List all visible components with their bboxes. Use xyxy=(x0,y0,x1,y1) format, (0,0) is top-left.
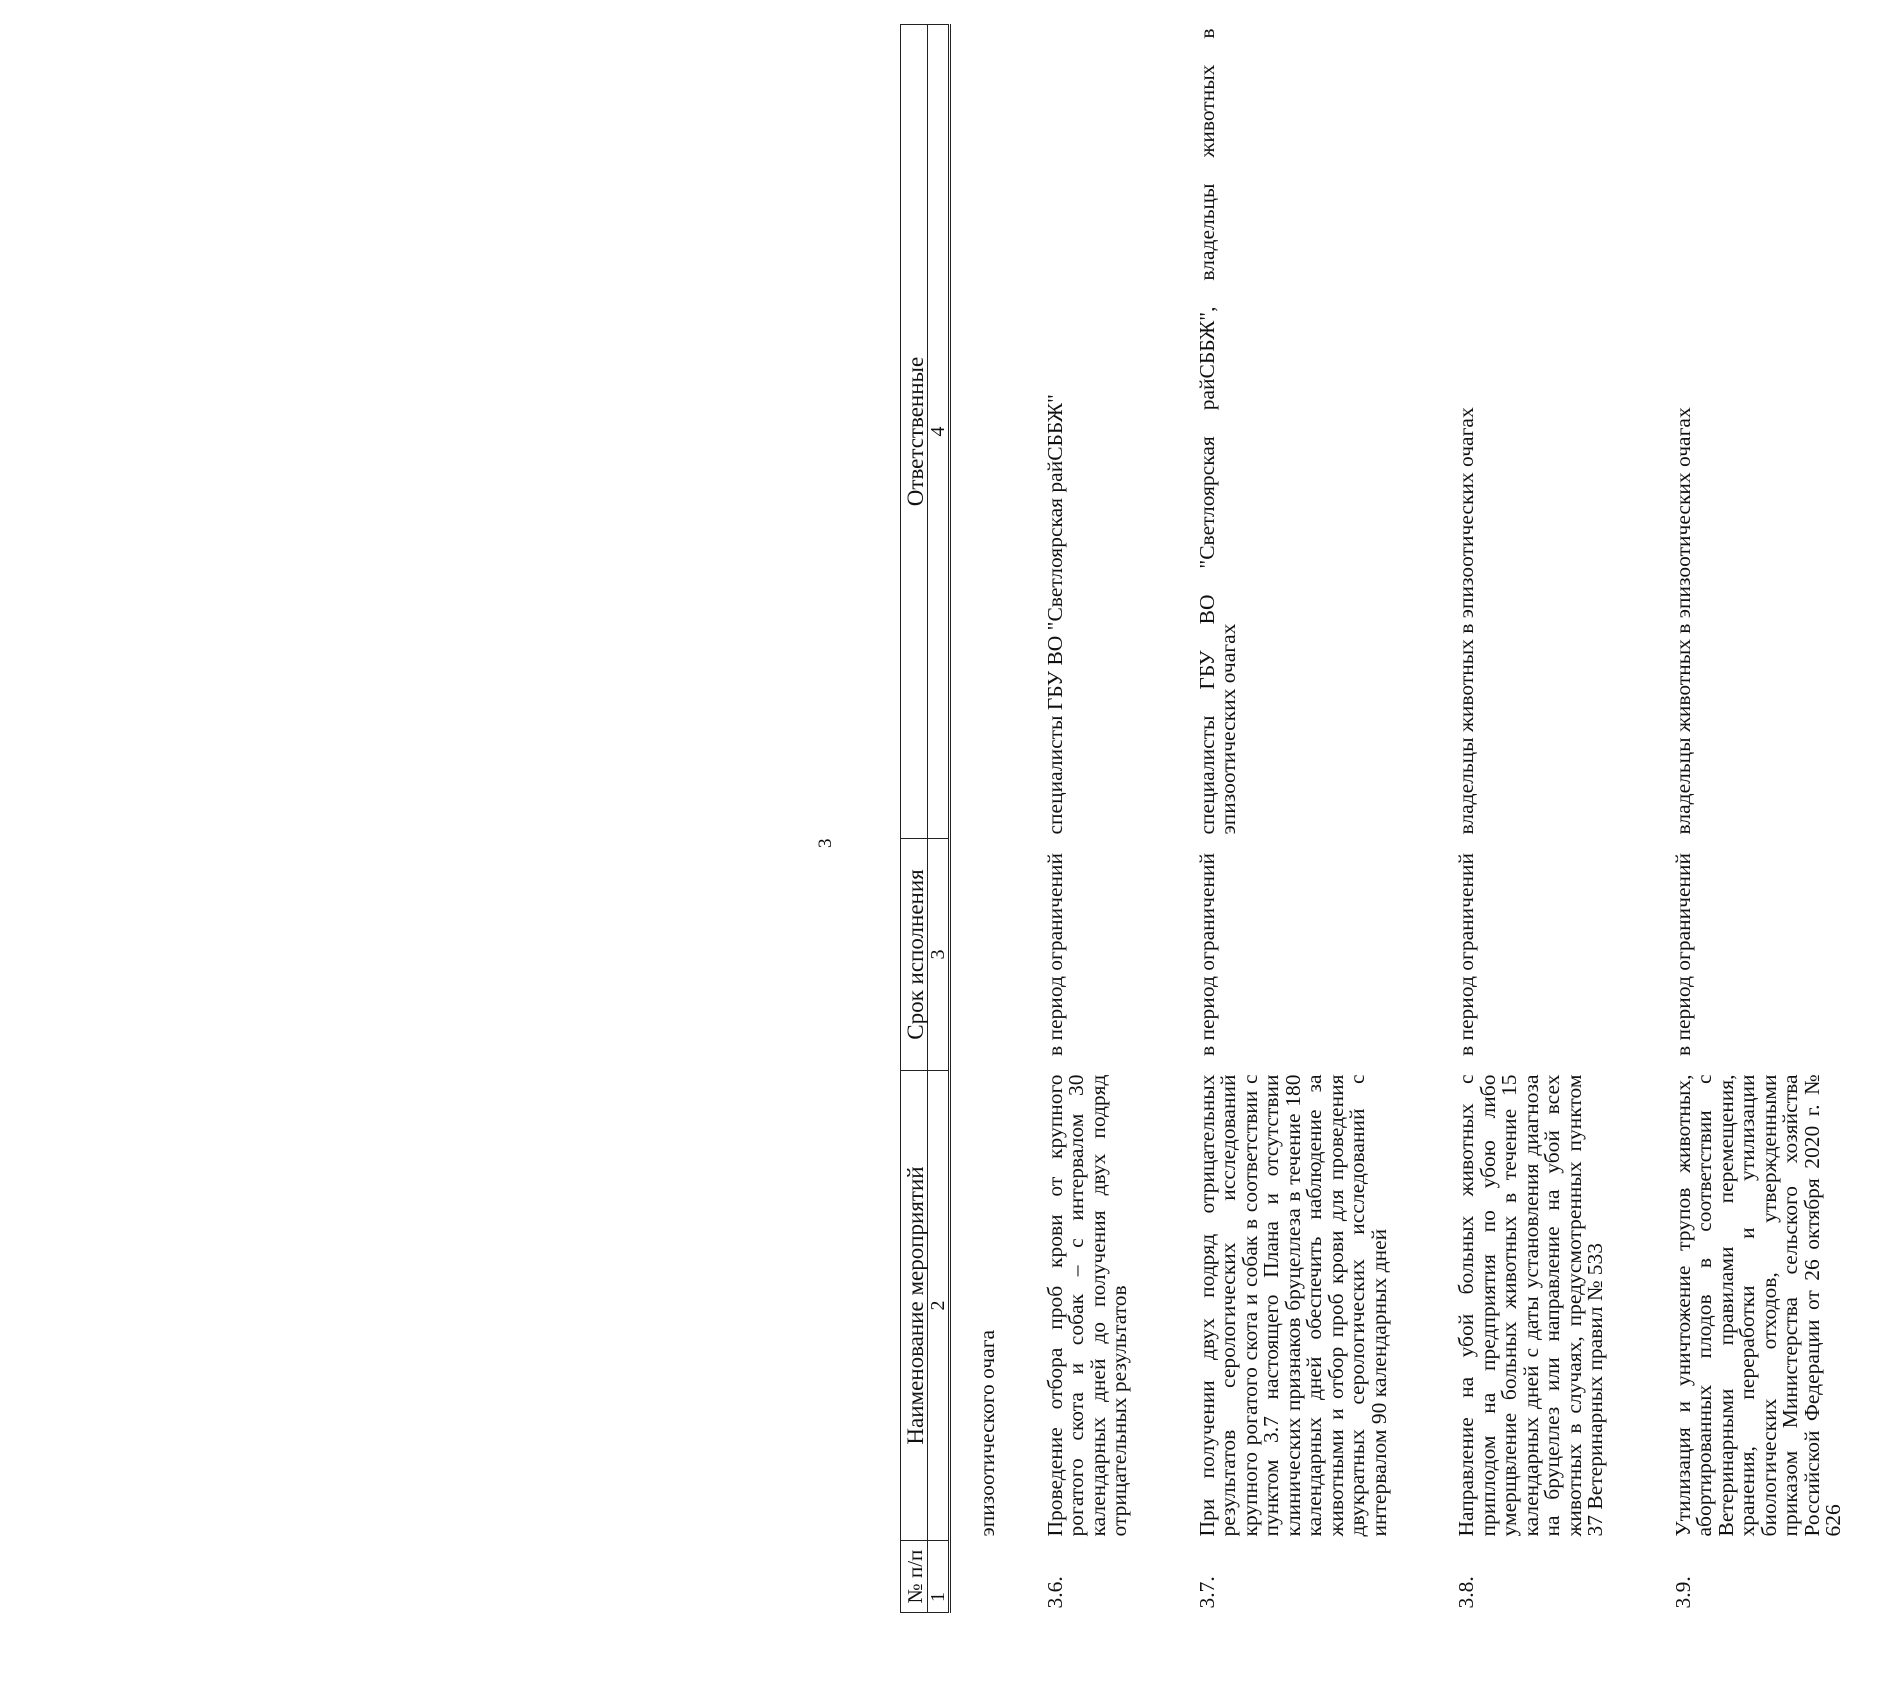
row-number: 3.6. xyxy=(1042,1576,1067,1609)
column-number: 3 xyxy=(928,839,950,1071)
row-number: 3.7. xyxy=(1194,1576,1219,1609)
column-number: 2 xyxy=(928,1071,950,1541)
row-responsible: владельцы животных в эпизоотических очагах xyxy=(1670,407,1695,835)
row-number: 3.9. xyxy=(1670,1576,1695,1609)
row-term: в период ограничений xyxy=(1042,852,1067,1057)
row-measure: Направление на убой больных животных с приплодом на предприятия по убою либо умерщвление больных животных в течение 15 календарных дней с даты установления диагноза на бруцеллез или направление на убой всех животных в случаях, предусмотренных пунктом 37 Ветеринарных правил № 533 xyxy=(1454,1074,1607,1537)
row-responsible: владельцы животных в эпизоотических очагах xyxy=(1454,407,1478,835)
continuation-text: эпизоотического очага xyxy=(975,1329,999,1537)
row-term: в период ограничений xyxy=(1454,852,1478,1057)
column-number: 1 xyxy=(928,1541,950,1613)
row-responsible: специалисты ГБУ ВО "Светлоярская райСББЖ", владельцы животных в эпизоотических очагах xyxy=(1194,28,1240,835)
table-row xyxy=(1657,25,1895,1613)
measures-table xyxy=(900,24,1895,1613)
table-row xyxy=(1181,25,1441,1613)
header-responsible: Ответственные xyxy=(901,25,928,839)
column-number: 4 xyxy=(928,25,950,839)
row-measure: Утилизация и уничтожение трупов животных, абортированных плодов в соответствии с Ветеринарными правилами перемещения, хранения, переработки и утилизации биологических отходов, утвержденными приказом Министерства сельского хозяйства Российской Федерации от 26 октября 2020 г. № 626 xyxy=(1670,1074,1845,1537)
row-term: в период ограничений xyxy=(1670,852,1695,1057)
table-row xyxy=(1440,25,1657,1613)
table-row xyxy=(1029,25,1181,1613)
page-number: 3 xyxy=(815,838,836,848)
row-number: 3.8. xyxy=(1454,1576,1478,1609)
row-responsible: специалисты ГБУ ВО "Светлоярская райСББЖ" xyxy=(1042,394,1067,835)
header-number: № п/п xyxy=(901,1541,928,1613)
header-row xyxy=(901,25,928,1613)
continuation-row xyxy=(950,25,1029,1613)
row-measure: При получении двух подряд отрицательных результатов серологических исследований крупного рогатого скота и собак в соответствии с пунктом 3.7 настоящего Плана и отсутствии клинических признаков бруцеллеза в течение 180 календарных дней обеспечить наблюдение за животными и отбор проб крови для проведения двукратных серологических исследований с интервалом 90 календарных дней xyxy=(1194,1074,1391,1537)
header-term: Срок исполнения xyxy=(901,839,928,1071)
header-name: Наименование мероприятий xyxy=(901,1071,928,1541)
row-term: в период ограничений xyxy=(1194,852,1219,1057)
row-measure: Проведение отбора проб крови от крупного рогатого скота и собак – с интервалом 30 календарных дней до получения двух подряд отрицательных результатов xyxy=(1042,1074,1131,1537)
column-number-row xyxy=(928,25,950,1613)
